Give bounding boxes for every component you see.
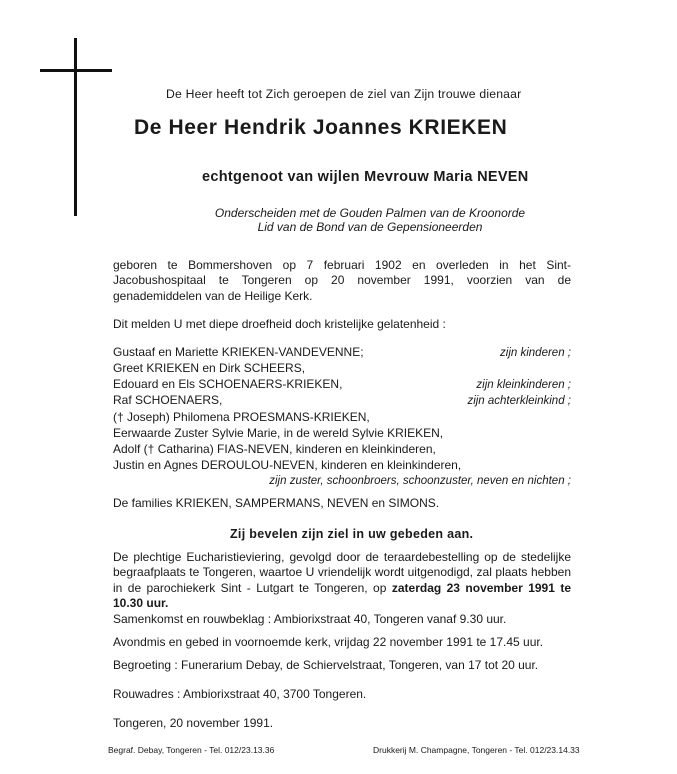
honour-line: Onderscheiden met de Gouden Palmen van de Kroonorde [214, 206, 526, 220]
mass-time: te 10.30 uur. [113, 580, 571, 611]
family-line: († Joseph) Philomena PROESMANS-KRIEKEN, [113, 410, 370, 424]
birth-death-paragraph: geboren te Bommershoven op 7 februari 1902 en overleden in het Sint-Jacobushospitaal te Tongeren op 20 november 1991, voorzien van de genademiddelen van de Heilige Kerk. [113, 258, 571, 303]
family-line: Gustaaf en Mariette KRIEKEN-VANDEVENNE; [113, 345, 364, 359]
relation-great-grandchild: zijn achterkleinkind ; [467, 395, 571, 407]
family-line: Greet KRIEKEN en Dirk SCHEERS, [113, 361, 306, 375]
gathering-line: Samenkomst en rouwbeklag : Ambiorixstraat 40, Tongeren vanaf 9.30 uur. [113, 612, 507, 626]
prayer-line: Zij bevelen zijn ziel in uw gebeden aan. [230, 527, 474, 541]
deceased-name: De Heer Hendrik Joannes KRIEKEN [134, 116, 508, 139]
cross-horizontal [40, 69, 112, 72]
family-line: Eerwaarde Zuster Sylvie Marie, in de wereld Sylvie KRIEKEN, [113, 426, 444, 440]
relation-children: zijn kinderen ; [500, 347, 571, 359]
announcement: Dit melden U met diepe droefheid doch kristelijke gelatenheid : [113, 317, 446, 331]
intro-line: De Heer heeft tot Zich geroepen de ziel van Zijn trouwe dienaar [166, 87, 522, 101]
mourning-address: Rouwadres : Ambiorixstraat 40, 3700 Tongeren. [113, 687, 367, 701]
spouse-line: echtgenoot van wijlen Mevrouw Maria NEVEN [202, 169, 529, 185]
relation-siblings: zijn zuster, schoonbroers, schoonzuster, neven en nichten ; [269, 475, 571, 487]
place-date: Tongeren, 20 november 1991. [113, 716, 274, 730]
honour-line: Lid van de Bond van de Gepensioneerden [257, 220, 483, 234]
family-line: De families KRIEKEN, SAMPERMANS, NEVEN en SIMONS. [113, 496, 440, 510]
footer-printer: Drukkerij M. Champagne, Tongeren - Tel. 012/23.14.33 [373, 745, 580, 755]
evening-prayer-line: Avondmis en gebed in voornoemde kerk, vrijdag 22 november 1991 te 17.45 uur. [113, 635, 544, 649]
honours [150, 206, 590, 234]
family-line: Justin en Agnes DEROULOU-NEVEN, kinderen en kleinkinderen, [113, 458, 462, 472]
relation-grandchildren: zijn kleinkinderen ; [476, 379, 571, 391]
footer-undertaker: Begraf. Debay, Tongeren - Tel. 012/23.13.36 [108, 745, 275, 755]
viewing-line: Begroeting : Funerarium Debay, de Schiervelstraat, Tongeren, van 17 tot 20 uur. [113, 658, 539, 672]
cross-vertical [74, 38, 77, 216]
family-line: Raf SCHOENAERS, [113, 393, 223, 407]
mass-date: zaterdag 23 november 1991 [391, 580, 555, 595]
family-line: Adolf († Catharina) FIAS-NEVEN, kinderen en kleinkinderen, [113, 442, 436, 456]
mass-text: De plechtige Eucharistieviering, gevolgd door de teraardebestelling op de stedelijke begraafplaats te Tongeren, waartoe U vriendelijk wordt uitgenodigd, zal plaats hebben in de parochiekerk Sint - Lutgart te Tongeren, op [113, 550, 571, 595]
mass-paragraph [113, 550, 571, 612]
family-line: Edouard en Els SCHOENAERS-KRIEKEN, [113, 377, 343, 391]
